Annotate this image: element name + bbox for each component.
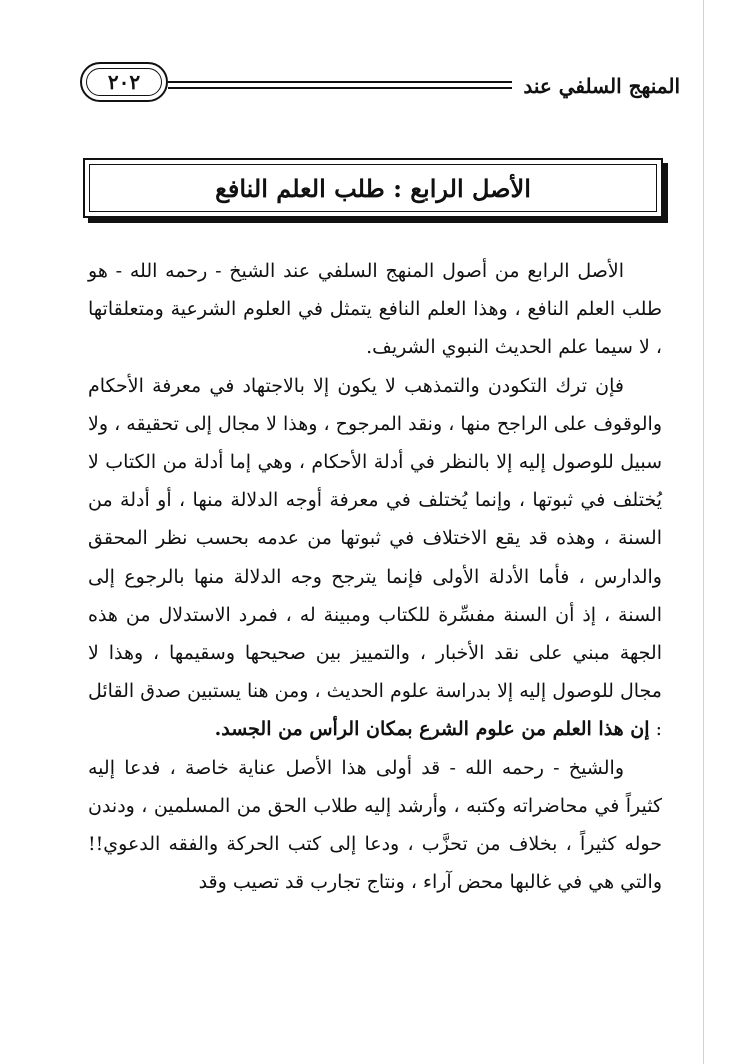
- section-title: الأصل الرابع : طلب العلم النافع: [215, 173, 531, 203]
- section-title-box: [83, 158, 663, 218]
- scan-edge-line: [703, 0, 704, 1064]
- page-body: [88, 252, 662, 901]
- paragraph-2: [88, 367, 662, 749]
- bold-quote: إن هذا العلم من علوم الشرع بمكان الرأس من الجسد.: [214, 718, 650, 741]
- paragraph-1: الأصل الرابع من أصول المنهج السلفي عند الشيخ - رحمه الله - هو طلب العلم النافع ، وهذا العلم النافع يتمثل في العلوم الشرعية ومتعلقاتها ، لا سيما علم الحديث النبوي الشريف.: [88, 260, 662, 359]
- paragraph-2-text: فإن ترك التكودن والتمذهب لا يكون إلا بالاجتهاد في معرفة الأحكام والوقوف على الراجح منها ، ونقد المرجوح ، وهذا لا مجال إلى تحقيقه ، ولا سبيل للوصول إليه إلا بالنظر في أدلة الأحكام ، وهي إما أدلة من الكتاب لا يُختلف في ثبوتها ، وإنما يُختلف في معرفة أوجه الدلالة منها ، أو أدلة من السنة ، وهذه قد يقع الاختلاف في ثبوتها من عدمه بحسب نظر المحقق والدارس ، فأما الأدلة الأولى فإنما يترجح وجه الدلالة منها بالرجوع إلى السنة ، إذ أن السنة مفسِّرة للكتاب ومبينة له ، فمرد الاستدلال من هذه الجهة مبني على نقد الأخبار ، والتمييز بين صحيحها وسقيمها ، وهذا لا مجال للوصول إليه إلا بدراسة علوم الحديث ، ومن هنا يستبين صدق القائل :: [88, 374, 662, 741]
- running-title: المنهج السلفي عند: [523, 74, 680, 98]
- page-number: ٢٠٢: [107, 70, 141, 94]
- header-rule: [168, 81, 512, 89]
- running-header: [80, 62, 680, 108]
- paragraph-3: والشيخ - رحمه الله - قد أولى هذا الأصل عناية خاصة ، فدعا إليه كثيراً في محاضراته وكتبه ، وأرشد إليه طلاب الحق من المسلمين ، ودندن حوله كثيراً ، بخلاف من تحزَّب ، ودعا إلى كتب الحركة والفقه الدعوي!! والتي هي في غالبها محض آراء ، ونتاج تجارب قد تصيب وقد: [88, 756, 662, 894]
- page-number-badge: [80, 62, 168, 102]
